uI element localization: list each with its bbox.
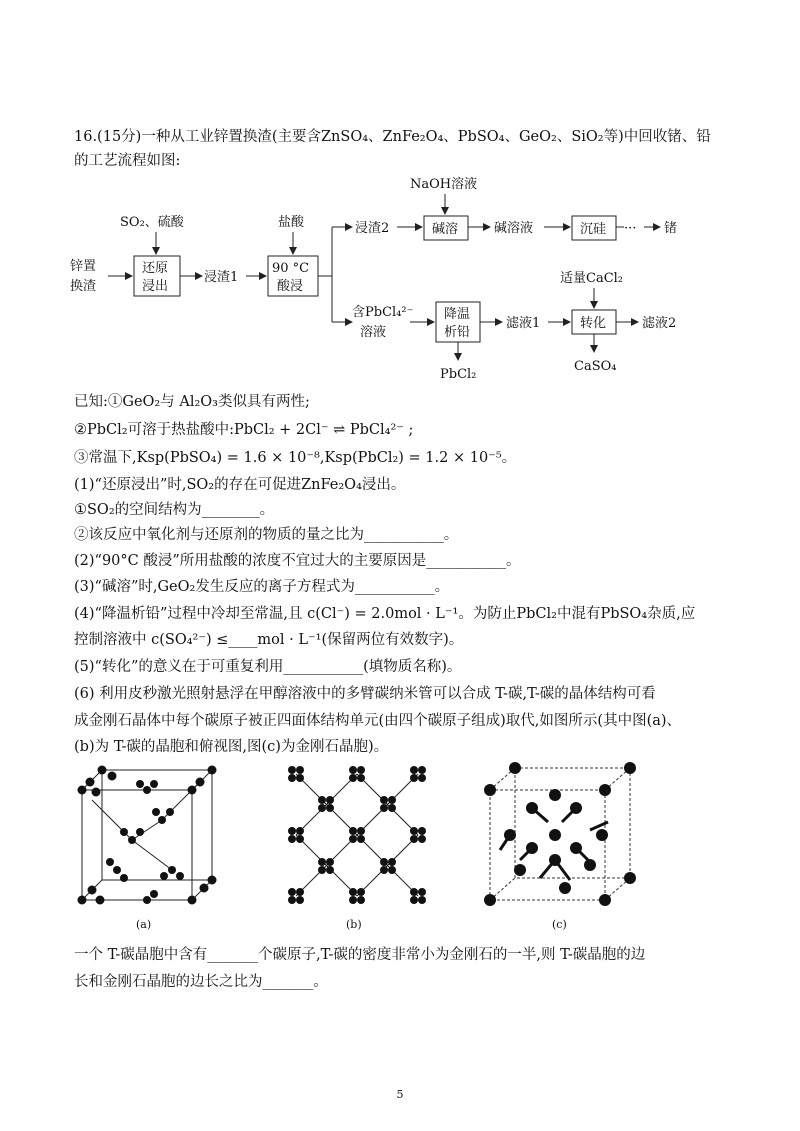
question-4b: 控制溶液中 c(SO₄²⁻) ≤____mol · L⁻¹(保留两位有效数字)。 bbox=[74, 632, 464, 648]
figure-a-caption: (a) bbox=[136, 918, 152, 931]
product-germanium: 锗 bbox=[664, 221, 678, 236]
known-0: 已知:①GeO₂与 Al₂O₃类似具有两性; bbox=[74, 394, 310, 410]
question-intro-line1: 16.(15分)一种从工业锌置换渣(主要含ZnSO₄、ZnFe₂O₄、PbSO₄、GeO₂、SiO₂等)中回收锗、铅 bbox=[74, 129, 711, 145]
raw-material-label-2: 换渣 bbox=[70, 279, 97, 294]
alkali-solution: 碱溶液 bbox=[494, 221, 534, 236]
figure-a-tcarbon-cell bbox=[72, 760, 222, 910]
figure-c-diamond-cell bbox=[480, 760, 640, 910]
question-6b: 成金刚石晶体中每个碳原子被正四面体结构单元(由四个碳原子组成)取代,如图所示(其中图(a)、 bbox=[74, 713, 682, 729]
svg-text:析铅: 析铅 bbox=[444, 325, 471, 340]
svg-text:碱溶: 碱溶 bbox=[432, 222, 459, 237]
question-6a: (6) 利用皮秒激光照射悬浮在甲醇溶液中的多臂碳纳米管可以合成 T-碳,T-碳的晶体结构可看 bbox=[74, 686, 656, 702]
question-4a: (4)“降温析铅”过程中冷却至常温,且 c(Cl⁻) = 2.0mol · L⁻¹。为防止PbCl₂中混有PbSO₄杂质,应 bbox=[74, 606, 696, 622]
page-number: 5 bbox=[396, 1088, 404, 1101]
question-1: (1)“还原浸出”时,SO₂的存在可促进ZnFe₂O₄浸出。 bbox=[74, 477, 406, 493]
reagent-naoh: NaOH溶液 bbox=[410, 177, 478, 192]
raw-material-label-1: 锌置 bbox=[70, 259, 97, 274]
filtrate-2: 滤液2 bbox=[642, 316, 677, 331]
svg-text:90 °C: 90 °C bbox=[272, 261, 310, 276]
reagent-cacl2: 适量CaCl₂ bbox=[560, 271, 624, 286]
svg-text:···: ··· bbox=[624, 221, 637, 236]
residue-2: 浸渣2 bbox=[355, 221, 390, 236]
svg-text:还原: 还原 bbox=[142, 261, 169, 276]
figure-c-caption: (c) bbox=[552, 918, 567, 931]
svg-text:酸浸: 酸浸 bbox=[277, 279, 304, 294]
question-1b: ②该反应中氧化剂与还原剂的物质的量之比为___________。 bbox=[74, 527, 459, 543]
question-1a: ①SO₂的空间结构为________。 bbox=[74, 502, 275, 518]
question-6c: (b)为 T-碳的晶胞和俯视图,图(c)为金刚石晶胞)。 bbox=[74, 739, 389, 755]
svg-text:降温: 降温 bbox=[444, 307, 471, 322]
question-intro-line2: 的工艺流程如图: bbox=[74, 153, 181, 169]
reagent-so2-sulfuric: SO₂、硫酸 bbox=[120, 215, 184, 230]
question-6e: 长和金刚石晶胞的边长之比为_______。 bbox=[74, 974, 328, 990]
question-2: (2)“90°C 酸浸”所用盐酸的浓度不宜过大的主要原因是___________。 bbox=[74, 553, 521, 569]
figure-b-caption: (b) bbox=[346, 918, 362, 931]
filtrate-1: 滤液1 bbox=[506, 316, 541, 331]
svg-text:沉硅: 沉硅 bbox=[580, 222, 607, 237]
figure-b-tcarbon-top-view bbox=[282, 760, 432, 910]
pbcl4-solution-2: 溶液 bbox=[360, 325, 387, 340]
svg-text:浸出: 浸出 bbox=[142, 279, 169, 294]
pbcl4-solution-1: 含PbCl₄²⁻ bbox=[352, 305, 414, 320]
product-pbcl2: PbCl₂ bbox=[440, 367, 477, 382]
residue-1: 浸渣1 bbox=[204, 270, 239, 285]
question-6d: 一个 T-碳晶胞中含有_______个碳原子,T-碳的密度非常小为金刚石的一半,则 T-碳晶胞的边 bbox=[74, 947, 646, 963]
reagent-hcl: 盐酸 bbox=[278, 215, 305, 230]
known-1: ②PbCl₂可溶于热盐酸中:PbCl₂ + 2Cl⁻ ⇌ PbCl₄²⁻ ; bbox=[74, 422, 414, 438]
known-2: ③常温下,Ksp(PbSO₄) = 1.6 × 10⁻⁸,Ksp(PbCl₂) = 1.2 × 10⁻⁵。 bbox=[74, 450, 517, 466]
question-3: (3)“碱溶”时,GeO₂发生反应的离子方程式为___________。 bbox=[74, 579, 450, 595]
process-flow-diagram bbox=[60, 170, 720, 385]
question-5: (5)“转化”的意义在于可重复利用___________(填物质名称)。 bbox=[74, 659, 462, 675]
svg-text:转化: 转化 bbox=[580, 316, 607, 331]
byproduct-caso4: CaSO₄ bbox=[574, 359, 617, 374]
